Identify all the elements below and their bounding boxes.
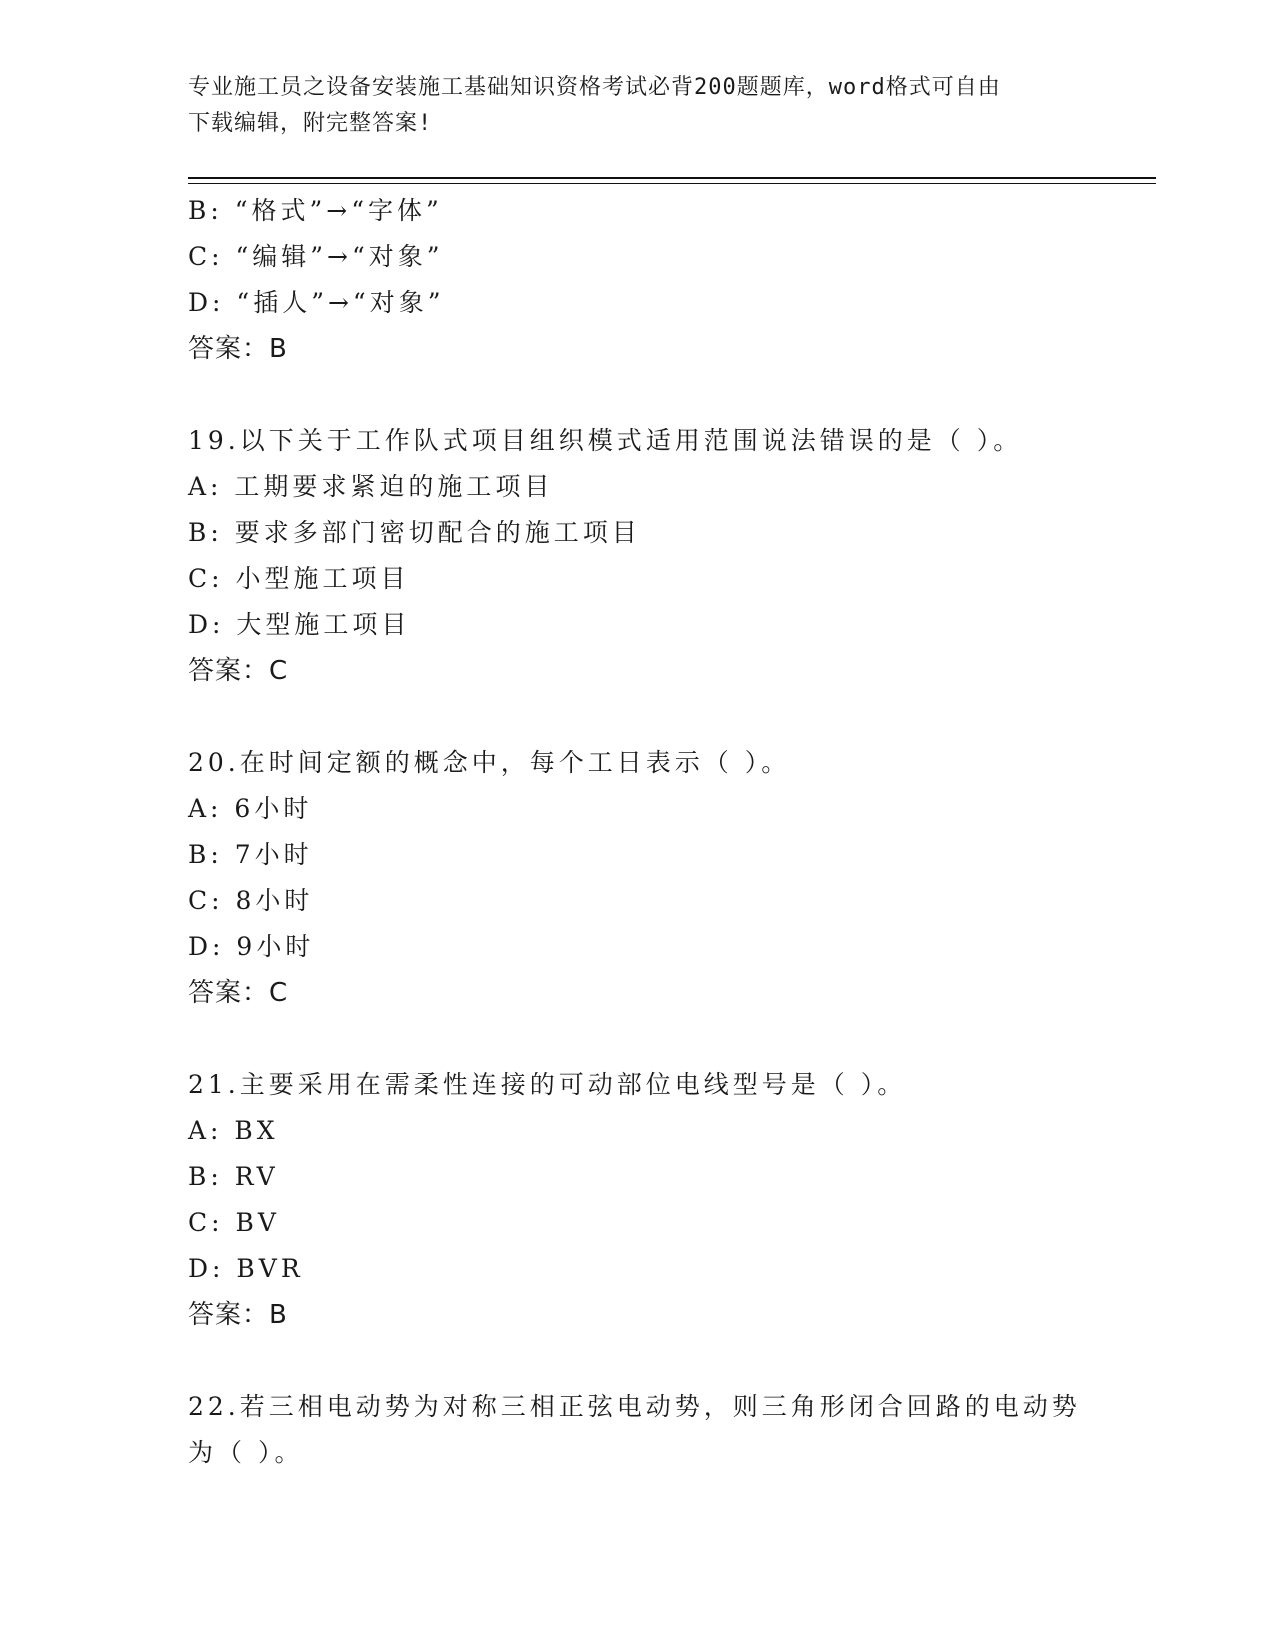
question-19-option-d: D: 大型施工项目 xyxy=(188,610,411,639)
question-21-option-b: B: RV xyxy=(188,1162,279,1191)
spacer xyxy=(188,372,1128,418)
question-21-option-a: A: BX xyxy=(188,1116,279,1145)
header-title-line-1: 专业施工员之设备安装施工基础知识资格考试必背200题题库，word格式可自由 xyxy=(188,75,1001,100)
question-19-option-b: B: 要求多部门密切配合的施工项目 xyxy=(188,518,641,547)
question-18-answer: 答案：B xyxy=(188,334,288,364)
question-18-option-d: D: “插人”→“对象” xyxy=(188,288,445,317)
question-19-stem: 19.以下关于工作队式项目组织模式适用范围说法错误的是（ ）。 xyxy=(188,426,1023,455)
question-list xyxy=(188,188,1128,1476)
header-title-line-2: 下载编辑，附完整答案! xyxy=(188,111,433,136)
question-21-block xyxy=(188,1062,1128,1338)
question-20-answer: 答案：C xyxy=(188,978,289,1008)
question-20-option-d: D: 9小时 xyxy=(188,932,315,961)
header-divider-thick xyxy=(188,177,1156,179)
header-divider-thin xyxy=(188,183,1156,184)
question-20-stem: 20.在时间定额的概念中，每个工日表示（ ）。 xyxy=(188,748,791,777)
question-19-option-c: C: 小型施工项目 xyxy=(188,564,410,593)
question-22-block xyxy=(188,1384,1128,1476)
question-20-option-b: B: 7小时 xyxy=(188,840,313,869)
document-header xyxy=(188,70,1088,142)
question-21-option-d: D: BVR xyxy=(188,1254,304,1283)
question-22-stem-line-2: 为（ ）。 xyxy=(188,1438,304,1467)
question-19-option-a: A: 工期要求紧迫的施工项目 xyxy=(188,472,554,501)
question-18-option-c: C: “编辑”→“对象” xyxy=(188,242,444,271)
question-19-block xyxy=(188,418,1128,694)
question-18-option-b: B: “格式”→“字体” xyxy=(188,196,443,225)
question-21-stem: 21.主要采用在需柔性连接的可动部位电线型号是（ ）。 xyxy=(188,1070,907,1099)
question-20-option-c: C: 8小时 xyxy=(188,886,314,915)
question-22-stem-line-1: 22.若三相电动势为对称三相正弦电动势，则三角形闭合回路的电动势 xyxy=(188,1392,1081,1421)
question-21-option-c: C: BV xyxy=(188,1208,280,1237)
question-20-option-a: A: 6小时 xyxy=(188,794,313,823)
spacer xyxy=(188,694,1128,740)
question-21-answer: 答案：B xyxy=(188,1300,288,1330)
question-18-block xyxy=(188,188,1128,372)
spacer xyxy=(188,1016,1128,1062)
question-19-answer: 答案：C xyxy=(188,656,289,686)
spacer xyxy=(188,1338,1128,1384)
question-20-block xyxy=(188,740,1128,1016)
